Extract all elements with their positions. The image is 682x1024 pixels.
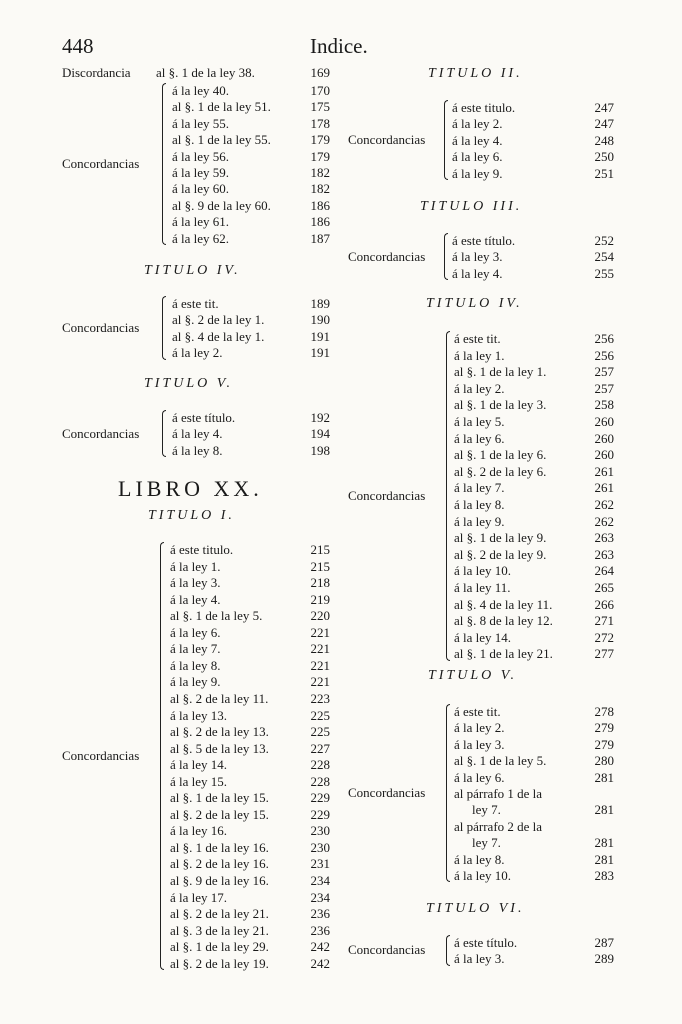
index-entry-text: al §. 1 de la ley 29. <box>170 939 269 955</box>
index-entry-page: 254 <box>594 249 614 265</box>
index-entry-row <box>346 801 614 818</box>
index-entry-row <box>60 180 330 197</box>
index-entry-row <box>346 513 614 530</box>
index-entry-row <box>60 889 330 906</box>
index-entry-text: á la ley 59. <box>172 165 230 180</box>
index-entry-text: á este titulo. <box>170 542 234 557</box>
left-titulo-iv: TITULO IV. <box>144 263 241 278</box>
index-entry-page: 283 <box>594 868 614 883</box>
index-entry-row <box>346 99 614 116</box>
brace <box>446 331 450 661</box>
index-entry-row <box>60 624 330 641</box>
index-entry-text: á la ley 9. <box>454 513 505 529</box>
index-entry-row <box>346 546 614 563</box>
index-entry-page: 262 <box>594 513 614 529</box>
index-entry-text: á la ley 3. <box>454 736 505 752</box>
index-entry-page: 225 <box>310 707 330 723</box>
index-entry-page: 258 <box>594 397 614 413</box>
index-entry-page: 248 <box>594 132 614 148</box>
index-entry-text: al §. 9 de la ley 16. <box>170 873 269 888</box>
index-entry-page: 287 <box>594 935 614 950</box>
index-entry-row <box>346 115 614 132</box>
page-number: 448 <box>62 34 94 58</box>
index-entry-page: 215 <box>310 542 330 557</box>
index-entry-page: 242 <box>310 939 330 955</box>
index-entry-text: á la ley 4. <box>452 265 503 281</box>
index-entry-text: al §. 2 de la ley 6. <box>454 463 547 479</box>
index-entry-text: á la ley 9. <box>452 165 503 181</box>
index-entry-page: 289 <box>594 951 614 967</box>
index-entry-row <box>346 430 614 447</box>
discordancia-label: Discordancia <box>62 65 131 80</box>
index-entry-row <box>346 818 614 835</box>
right-titulo-vi: TITULO VI. <box>426 901 525 916</box>
index-entry-page: 230 <box>310 823 330 839</box>
index-entry-row <box>60 657 330 674</box>
index-entry-page: 264 <box>594 563 614 579</box>
index-entry-page: 280 <box>594 753 614 769</box>
index-entry-row <box>346 736 614 753</box>
index-entry-page: 263 <box>594 530 614 546</box>
index-entry-row <box>60 558 330 575</box>
index-entry-page: 221 <box>310 657 330 673</box>
right-titulo-v: TITULO V. <box>428 668 517 683</box>
index-entry-row <box>60 607 330 624</box>
index-entry-text: á la ley 17. <box>170 889 228 905</box>
index-entry-text: al §. 8 de la ley 12. <box>454 613 553 629</box>
index-entry-text: al §. 1 de la ley 55. <box>172 132 271 148</box>
index-entry-text: al §. 1 de la ley 51. <box>172 99 271 115</box>
index-entry-row <box>346 596 614 613</box>
index-entry-page: 262 <box>594 497 614 512</box>
index-entry-page: 186 <box>310 197 330 213</box>
concordancias-label: Concordancias <box>348 132 426 147</box>
index-entry-page: 221 <box>310 624 330 640</box>
index-entry-page: 260 <box>594 430 614 446</box>
index-entry-text: á este título. <box>172 410 236 425</box>
index-entry-text: á la ley 55. <box>172 115 230 131</box>
index-entry-page: 189 <box>310 296 330 311</box>
index-entry-text: al §. 1 de la ley 3. <box>454 397 547 413</box>
index-entry-text: á la ley 2. <box>454 380 505 396</box>
right-titulo-iv: TITULO IV. <box>426 296 523 311</box>
index-entry-page: 260 <box>594 414 614 429</box>
index-entry-page: 261 <box>594 480 614 496</box>
index-entry-page: 227 <box>310 740 330 756</box>
index-entry-text: á la ley 2. <box>172 345 223 361</box>
index-entry-row <box>60 822 330 839</box>
index-entry-page: 257 <box>594 364 614 380</box>
index-entry-page: 261 <box>594 463 614 479</box>
index-entry-page: 256 <box>594 347 614 363</box>
index-entry-row <box>60 591 330 608</box>
index-entry-text: á la ley 1. <box>170 558 221 574</box>
index-entry-text: á la ley 9. <box>170 674 221 690</box>
index-entry-text: á la ley 6. <box>170 624 221 640</box>
index-entry-text: á la ley 3. <box>452 249 503 265</box>
index-entry-text: á la ley 2. <box>452 116 503 132</box>
index-entry-row <box>346 529 614 546</box>
index-entry-row <box>60 344 330 361</box>
index-entry-page: 263 <box>594 546 614 562</box>
index-entry-page: 279 <box>594 720 614 736</box>
index-entry-page: 234 <box>310 873 330 888</box>
index-entry-row <box>346 629 614 646</box>
brace <box>162 410 166 457</box>
index-entry-text: al §. 2 de la ley 15. <box>170 806 269 822</box>
concordancias-label: Concordancias <box>348 942 426 958</box>
index-entry-page: 221 <box>310 674 330 690</box>
index-entry-text: al §. 5 de la ley 13. <box>170 740 269 756</box>
concordancias-label: Concordancias <box>62 425 140 441</box>
index-entry-page: 221 <box>310 641 330 657</box>
index-entry-text: á la ley 7. <box>170 641 221 657</box>
index-entry-page: 170 <box>310 83 330 98</box>
concordancias-label: Concordancias <box>62 319 140 335</box>
index-entry-row <box>60 640 330 657</box>
concordancias-label: Concordancias <box>62 156 140 171</box>
index-entry-text: á la ley 8. <box>172 442 223 458</box>
index-entry-row <box>346 363 614 380</box>
index-entry-row <box>346 752 614 769</box>
index-entry-page: 250 <box>594 149 614 165</box>
index-entry-page: 229 <box>310 790 330 806</box>
left-titulo-v: TITULO V. <box>144 376 233 391</box>
index-entry-text: al §. 9 de la ley 60. <box>172 197 271 213</box>
index-entry-text: al §. 1 de la ley 21. <box>454 646 553 662</box>
libro-heading: LIBRO XX. <box>118 476 263 501</box>
index-entry-row <box>60 131 330 148</box>
index-entry-page: 236 <box>310 906 330 922</box>
index-entry-row <box>346 265 614 282</box>
index-entry-text: al párrafo 2 de la <box>454 818 543 834</box>
index-entry-text: á la ley 56. <box>172 148 230 164</box>
index-entry-text: á la ley 8. <box>454 497 505 512</box>
index-entry-row <box>346 232 614 249</box>
index-entry-page: 230 <box>310 839 330 855</box>
index-entry-text: á la ley 60. <box>172 181 230 197</box>
index-entry-page: 252 <box>594 233 614 248</box>
index-entry-page: 277 <box>594 646 614 662</box>
index-entry-text: á la ley 1. <box>454 347 505 363</box>
index-entry-text: al §. 2 de la ley 11. <box>170 690 269 706</box>
brace <box>446 935 450 966</box>
index-entry-row <box>60 115 330 132</box>
index-entry-text: á la ley 6. <box>452 149 503 165</box>
index-entry-row <box>346 446 614 463</box>
index-entry-text: á la ley 2. <box>454 720 505 736</box>
index-entry-text: á la ley 61. <box>172 214 230 230</box>
index-entry-text: ley 7. <box>472 835 501 851</box>
right-titulo-iii: TITULO III. <box>420 199 523 214</box>
index-entry-page: 256 <box>594 331 614 346</box>
index-entry-text: á la ley 8. <box>170 657 221 673</box>
index-entry-row <box>60 673 330 690</box>
index-entry-row <box>346 165 614 182</box>
brace <box>162 83 166 245</box>
index-entry-page: 182 <box>310 181 330 197</box>
index-entry-page: 281 <box>594 851 614 867</box>
index-entry-page: 218 <box>310 575 330 591</box>
left-titulo-i: TITULO I. <box>148 508 235 523</box>
index-entry-page: 257 <box>594 380 614 396</box>
index-entry-row <box>60 98 330 115</box>
index-entry-page: 281 <box>594 802 614 818</box>
index-entry-page: 179 <box>310 148 330 164</box>
index-entry-text: al §. 2 de la ley 13. <box>170 724 269 740</box>
index-entry-row <box>60 230 330 247</box>
index-entry-text: á la ley 4. <box>170 591 221 607</box>
index-entry-row <box>60 723 330 740</box>
index-entry-text: al §. 2 de la ley 9. <box>454 546 547 562</box>
index-entry-text: á la ley 10. <box>454 868 512 883</box>
index-entry-row <box>346 562 614 579</box>
index-entry-text: al §. 2 de la ley 16. <box>170 856 269 872</box>
index-entry-page: 271 <box>594 613 614 629</box>
index-entry-row <box>346 148 614 165</box>
index-entry-text: á la ley 14. <box>170 757 228 773</box>
index-entry-text: al §. 1 de la ley 5. <box>454 753 547 769</box>
index-entry-row <box>60 922 330 939</box>
discordancia-entry: al §. 1 de la ley 38. <box>156 65 255 80</box>
index-entry-row <box>346 612 614 629</box>
index-entry-text: ley 7. <box>472 802 501 818</box>
brace <box>162 296 166 360</box>
index-entry-page: 247 <box>594 100 614 115</box>
brace <box>446 704 450 882</box>
index-entry-text: al §. 1 de la ley 16. <box>170 839 269 855</box>
index-entry-page: 242 <box>310 955 330 971</box>
index-entry-page: 178 <box>310 115 330 131</box>
index-entry-row <box>60 197 330 214</box>
index-entry-row <box>60 409 330 426</box>
index-entry-page: 278 <box>594 704 614 719</box>
index-entry-row <box>60 855 330 872</box>
index-entry-text: al §. 2 de la ley 1. <box>172 312 265 328</box>
index-entry-page: 247 <box>594 116 614 132</box>
index-entry-text: á la ley 3. <box>454 951 505 967</box>
index-entry-text: á este título. <box>452 233 516 248</box>
index-entry-text: á este tit. <box>172 296 219 311</box>
index-entry-row <box>60 82 330 99</box>
index-entry-text: á la ley 14. <box>454 629 512 645</box>
index-entry-row <box>60 789 330 806</box>
index-entry-text: al §. 2 de la ley 21. <box>170 906 269 922</box>
index-entry-row <box>346 719 614 736</box>
index-entry-text: á la ley 6. <box>454 769 505 785</box>
index-entry-text: al §. 1 de la ley 5. <box>170 608 263 624</box>
index-entry-text: á la ley 40. <box>172 83 230 98</box>
concordancias-label: Concordancias <box>62 748 140 764</box>
index-entry-text: á este tit. <box>454 331 501 346</box>
index-entry-row <box>60 905 330 922</box>
page-title: Indice. <box>310 34 368 58</box>
index-entry-page: 260 <box>594 447 614 463</box>
index-entry-row <box>60 938 330 955</box>
index-entry-page: 231 <box>310 856 330 872</box>
index-entry-page: 190 <box>310 312 330 328</box>
index-entry-row <box>346 645 614 662</box>
index-entry-text: al párrafo 1 de la <box>454 786 543 801</box>
index-entry-text: á la ley 10. <box>454 563 512 579</box>
index-entry-page: 194 <box>310 426 330 442</box>
index-entry-page: 219 <box>310 591 330 607</box>
index-entry-row <box>60 541 330 558</box>
index-entry-row <box>60 707 330 724</box>
brace <box>444 233 448 280</box>
index-entry-row <box>60 442 330 459</box>
index-entry-row <box>60 690 330 707</box>
index-entry-page: 191 <box>310 328 330 344</box>
index-entry-text: al §. 3 de la ley 21. <box>170 922 269 938</box>
index-entry-page: 220 <box>310 608 330 624</box>
index-entry-text: al §. 1 de la ley 9. <box>454 530 547 546</box>
index-entry-text: á este titulo. <box>452 100 516 115</box>
index-entry-text: á la ley 7. <box>454 480 505 496</box>
index-entry-text: al §. 4 de la ley 1. <box>172 328 265 344</box>
discordancia-row <box>60 64 330 81</box>
index-entry-row <box>60 955 330 972</box>
index-entry-page: 215 <box>310 558 330 574</box>
index-entry-page: 281 <box>594 835 614 851</box>
index-entry-text: al §. 1 de la ley 15. <box>170 790 269 806</box>
index-entry-row <box>60 839 330 856</box>
index-entry-row <box>346 851 614 868</box>
index-entry-row <box>60 295 330 312</box>
index-entry-page: 272 <box>594 629 614 645</box>
index-entry-row <box>346 867 614 884</box>
index-entry-page: 234 <box>310 889 330 905</box>
index-entry-row <box>60 872 330 889</box>
index-entry-row <box>60 574 330 591</box>
index-entry-page: 255 <box>594 265 614 281</box>
index-entry-page: 281 <box>594 769 614 785</box>
index-entry-text: á la ley 5. <box>454 414 505 429</box>
index-entry-row <box>346 703 614 720</box>
index-entry-page: 179 <box>310 132 330 148</box>
index-entry-page: 198 <box>310 442 330 458</box>
right-titulo-ii: TITULO II. <box>428 66 523 81</box>
index-entry-text: á la ley 11. <box>454 580 511 595</box>
index-entry-row <box>346 380 614 397</box>
index-entry-row <box>60 773 330 790</box>
index-entry-text: á la ley 6. <box>454 430 505 446</box>
index-entry-row <box>60 806 330 823</box>
index-entry-page: 236 <box>310 922 330 938</box>
index-entry-page: 175 <box>310 99 330 115</box>
index-entry-row <box>60 213 330 230</box>
index-entry-page: 228 <box>310 757 330 773</box>
index-entry-text: á la ley 4. <box>172 426 223 442</box>
index-entry-text: al §. 1 de la ley 6. <box>454 447 547 463</box>
index-entry-text: á la ley 16. <box>170 823 228 839</box>
concordancias-label: Concordancias <box>348 488 426 503</box>
index-entry-page: 225 <box>310 724 330 740</box>
index-entry-row <box>346 579 614 596</box>
index-entry-row <box>346 330 614 347</box>
index-entry-row <box>346 769 614 786</box>
index-entry-text: á la ley 62. <box>172 230 230 246</box>
index-entry-page: 228 <box>310 773 330 789</box>
index-entry-page: 187 <box>310 230 330 246</box>
index-entry-page: 279 <box>594 736 614 752</box>
index-entry-text: al §. 2 de la ley 19. <box>170 955 269 971</box>
index-entry-row <box>346 413 614 430</box>
index-entry-text: al §. 1 de la ley 1. <box>454 364 547 380</box>
concordancias-label: Concordancias <box>348 785 426 801</box>
index-entry-row <box>346 834 614 851</box>
concordancias-label: Concordancias <box>348 248 426 264</box>
index-entry-text: á la ley 15. <box>170 773 228 789</box>
index-entry-text: á la ley 13. <box>170 707 228 723</box>
index-entry-page: 192 <box>310 410 330 425</box>
index-entry-page: 251 <box>594 165 614 181</box>
index-entry-page: 186 <box>310 214 330 230</box>
index-entry-text: á este tit. <box>454 704 501 719</box>
index-entry-page: 266 <box>594 596 614 612</box>
index-entry-text: á este título. <box>454 935 518 950</box>
index-entry-text: á la ley 4. <box>452 132 503 148</box>
index-entry-row <box>346 347 614 364</box>
index-entry-page: 223 <box>310 690 330 706</box>
brace <box>160 542 164 970</box>
index-entry-page: 191 <box>310 345 330 361</box>
brace <box>444 100 448 180</box>
discordancia-page: 169 <box>310 65 330 80</box>
index-entry-text: á la ley 3. <box>170 575 221 591</box>
index-entry-text: al §. 4 de la ley 11. <box>454 596 553 612</box>
index-entry-page: 265 <box>594 580 614 595</box>
index-entry-row <box>346 463 614 480</box>
index-entry-page: 182 <box>310 165 330 180</box>
index-entry-row <box>346 396 614 413</box>
index-entry-page: 229 <box>310 806 330 822</box>
index-entry-text: á la ley 8. <box>454 851 505 867</box>
